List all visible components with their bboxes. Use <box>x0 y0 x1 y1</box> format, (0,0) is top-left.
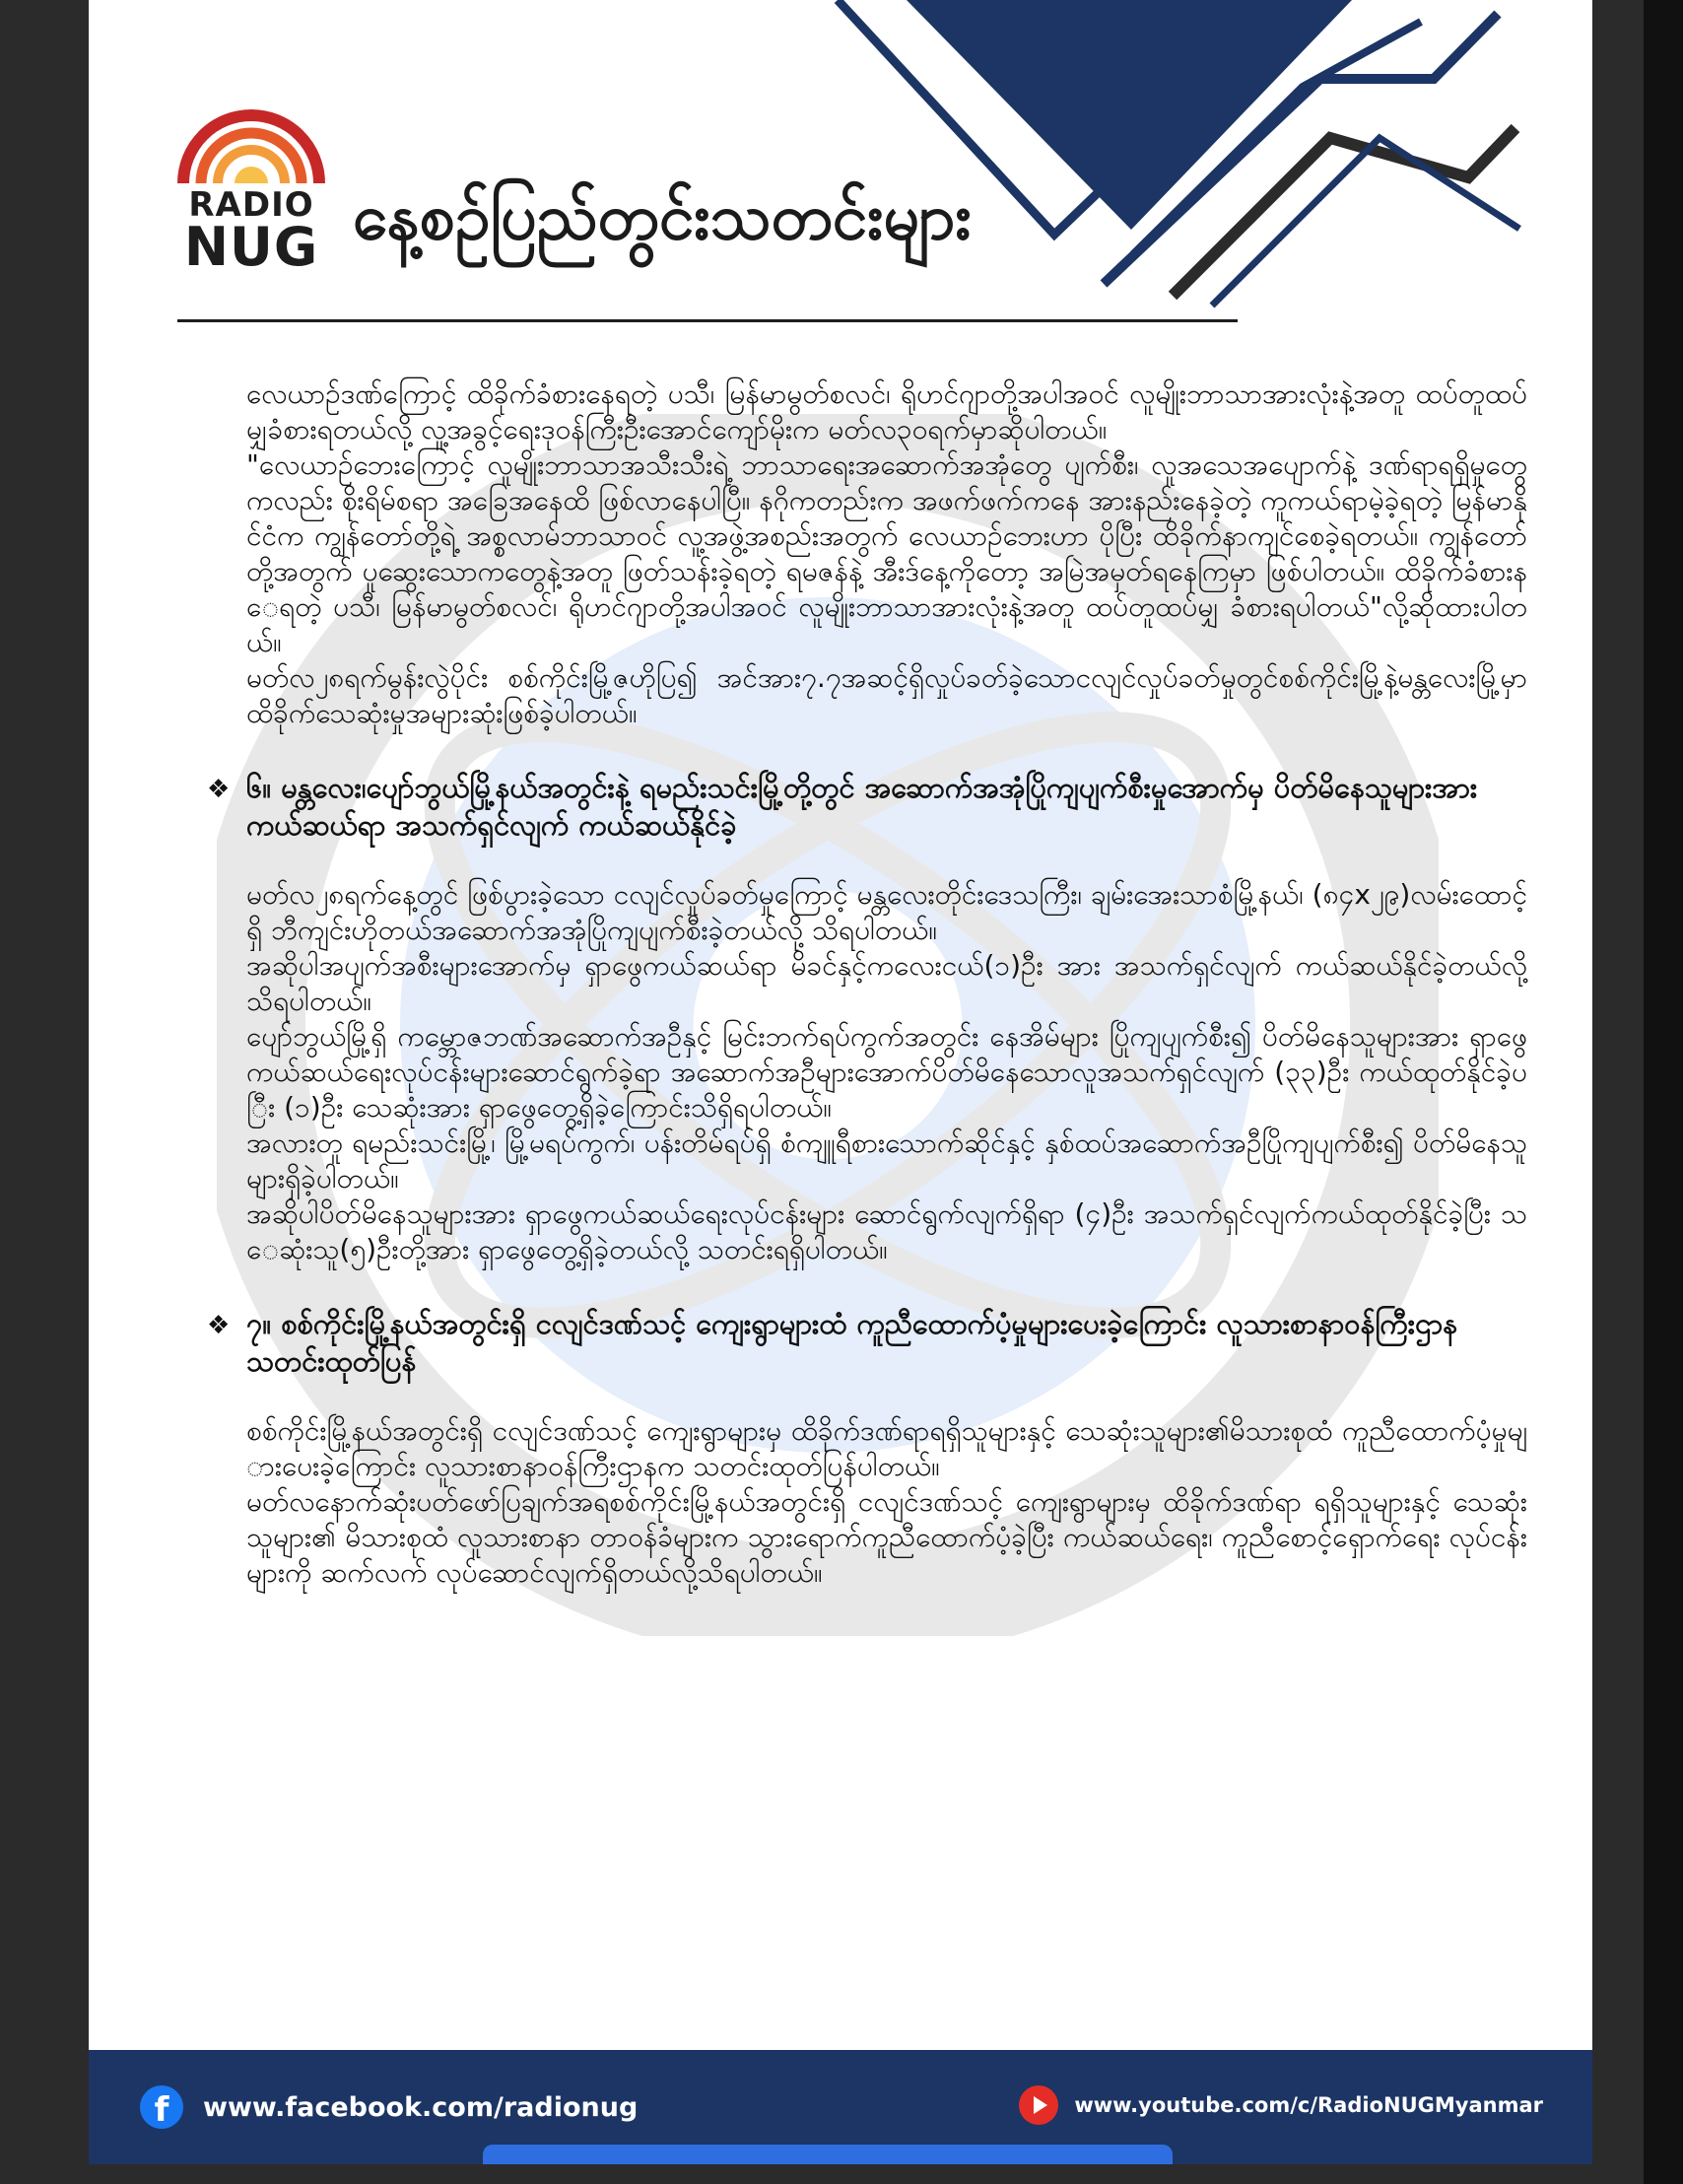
section-paragraph: စစ်ကိုင်းမြို့နယ်အတွင်းရှိ ငလျင်ဒဏ်သင့် ကျေးရွာများမှ ထိခိုက်ဒဏ်ရာရရှိသူများနှင့် သေဆုံးသူများ၏မိသားစုထံ ကူညီထောက်ပံ့မှုများပေးခဲ့ကြောင်း လူသားစာနာဝန်ကြီးဌာနက သတင်းထုတ်ပြန်ပါတယ်။ <box>246 1414 1527 1482</box>
youtube-url[interactable]: www.youtube.com/c/RadioNUGMyanmar <box>1074 2093 1543 2117</box>
footer-accent-bar <box>483 2145 1173 2164</box>
broadcast-arc-icon <box>177 106 325 185</box>
page-title: နေ့စဉ်ပြည်တွင်းသတင်းများ <box>353 181 972 254</box>
article-body <box>207 376 1527 1591</box>
section-paragraph: မတ်လနောက်ဆုံးပတ်ဖော်ပြချက်အရစစ်ကိုင်းမြို့နယ်အတွင်းရှိ ငလျင်ဒဏ်သင့် ကျေးရွာများမှ ထိခိုက်ဒဏ်ရာ ရရှိသူများနှင့် သေဆုံးသူများ၏ မိသားစုထံ လူသားစာနာ တာဝန်ခံများက သွားရောက်ကူညီထောက်ပံ့ခဲ့ပြီး ကယ်ဆယ်ရေး၊ ကူညီစောင့်ရှောက်ရေး လုပ်ငန်းများကို ဆက်လက် လုပ်ဆောင်လျက်ရှိတယ်လို့သိရပါတယ်။ <box>246 1485 1527 1589</box>
logo-nug-text: NUG <box>183 216 319 278</box>
diamond-bullet-icon: ❖ <box>207 775 231 804</box>
radio-nug-logo <box>177 106 325 279</box>
intro-paragraph: မတ်လ၂၈ရက်မွန်းလွဲပိုင်း စစ်ကိုင်းမြို့ဇဟိုပြ၍ အင်အား၇.၇အဆင့်ရှိလှုပ်ခတ်ခဲ့သောငလျင်လှုပ်ခတ်မှုတွင်စစ်ကိုင်းမြို့နဲ့မန္တလေးမြို့မှာထိခိုက်သေဆုံးမှုအများဆုံးဖြစ်ခဲ့ပါတယ်။ <box>246 661 1527 729</box>
news-page <box>89 0 1592 2164</box>
logo-radio-text: RADIO <box>188 185 314 225</box>
section-paragraph: အဆိုပါအပျက်အစီးများအောက်မှ ရှာဖွေကယ်ဆယ်ရာ မိခင်နှင့်ကလေးငယ်(၁)ဦး အား အသက်ရှင်လျက် ကယ်ဆယ်နိုင်ခဲ့တယ်လို့သိရပါတယ်။ <box>246 949 1527 1017</box>
section-paragraph: အလားတူ ရမည်းသင်းမြို့၊ မြို့မရပ်ကွက်၊ ပန်းတိမ်ရပ်ရှိ စံကျူရီစားသောက်ဆိုင်နှင့် နှစ်ထပ်အဆောက်အဦပြိုကျပျက်စီး၍ ပိတ်မိနေသူများရှိခဲ့ပါတယ်။ <box>246 1126 1527 1194</box>
section-paragraph: ပျော်ဘွယ်မြို့ရှိ ကမ္ဘောဇဘဏ်အဆောက်အဦနှင့် မြင်းဘက်ရပ်ကွက်အတွင်း နေအိမ်များ ပြိုကျပျက်စီး၍ ပိတ်မိနေသူများအား ရှာဖွေကယ်ဆယ်ရေးလုပ်ငန်းများဆောင်ရွက်ခဲ့ရာ အဆောက်အဦများအောက်ပိတ်မိနေသောလူအသက်ရှင်လျက် (၃၃)ဦး ကယ်ထုတ်နိုင်ခဲ့ပြီး (၁)ဦး သေဆုံးအား ရှာဖွေတွေ့ရှိခဲ့ကြောင်းသိရှိရပါတယ်။ <box>246 1020 1527 1124</box>
intro-paragraph: လေယာဉ်ဒဏ်ကြောင့် ထိခိုက်ခံစားနေရတဲ့ ပသီ၊ မြန်မာမွတ်စလင်၊ ရိုဟင်ဂျာတို့အပါအဝင် လူမျိုးဘာသာအားလုံးနဲ့အတူ ထပ်တူထပ်မျှခံစားရတယ်လို့ လူ့အခွင့်ရေးဒုဝန်ကြီးဦးအောင်ကျော်မိုးက မတ်လ၃၀ရက်မှာဆိုပါတယ်။ <box>246 377 1527 445</box>
youtube-link[interactable] <box>1019 2085 1543 2125</box>
youtube-icon <box>1019 2085 1058 2125</box>
section-paragraph: အဆိုပါပိတ်မိနေသူများအား ရှာဖွေကယ်ဆယ်ရေးလုပ်ငန်းများ ဆောင်ရွက်လျက်ရှိရာ (၄)ဦး အသက်ရှင်လျက်ကယ်ထုတ်နိုင်ခဲ့ပြီး သေဆုံးသူ(၅)ဦးတို့အား ရှာဖွေတွေ့ရှိခဲ့တယ်လို့ သတင်းရရှိပါတယ်။ <box>246 1197 1527 1265</box>
facebook-url[interactable]: www.facebook.com/radionug <box>203 2091 639 2123</box>
section-heading-text: ၇။ စစ်ကိုင်းမြို့နယ်အတွင်းရှိ ငလျင်ဒဏ်သင့် ကျေးရွာများထံ ကူညီထောက်ပံ့မှုများပေးခဲ့ကြောင်း လူသားစာနာဝန်ကြီးဌာနသတင်းထုတ်ပြန် <box>246 1307 1458 1378</box>
intro-paragraph: "လေယာဉ်ဘေးကြောင့် လူမျိုးဘာသာအသီးသီးရဲ့ ဘာသာရေးအဆောက်အအုံတွေ ပျက်စီး၊ လူအသေအပျောက်နဲ့ ဒဏ်ရာရရှိမှုတွေကလည်း စိုးရိမ်စရာ အခြေအနေထိ ဖြစ်လာနေပါပြီ။ နဂိုကတည်းက အဖက်ဖက်ကနေ အားနည်းနေခဲ့တဲ့ ကူကယ်ရာမဲ့ခဲ့ရတဲ့ မြန်မာနိုင်ငံက ကျွန်တော်တို့ရဲ့ အစ္စလာမ်ဘာသာဝင် လူ့အဖွဲ့အစည်းအတွက် လေယာဉ်ဘေးဟာ ပိုပြီး ထိခိုက်နာကျင်စေခဲ့ရတယ်။ ကျွန်တော်တို့အတွက် ပူဆွေးသောကတွေနဲ့အတူ ဖြတ်သန်းခဲ့ရတဲ့ ရမဇန်နဲ့ အီးဒ်နေ့ကိုတော့ အမြဲအမှတ်ရနေကြမှာ ဖြစ်ပါတယ်။ ထိခိုက်ခံစားနေရတဲ့ ပသီ၊ မြန်မာမွတ်စလင်၊ ရိုဟင်ဂျာတို့အပါအဝင် လူမျိုးဘာသာအားလုံးနဲ့အတူ ထပ်တူထပ်မျှ ခံစားရပါတယ်"လို့ဆိုထားပါတယ်။ <box>246 448 1527 658</box>
facebook-link[interactable] <box>140 2085 638 2129</box>
section-heading-text: ၆။ မန္တလေး၊ပျော်ဘွယ်မြို့နယ်အတွင်းနဲ့ ရမည်းသင်းမြို့တို့တွင် အဆောက်အအုံပြိုကျပျက်စီးမှုအောက်မှ ပိတ်မိနေသူများအားကယ်ဆယ်ရာ အသက်ရှင်လျက် ကယ်ဆယ်နိုင်ခဲ့ <box>246 771 1478 842</box>
section-heading-7 <box>207 1305 1527 1380</box>
viewer-edge <box>1644 0 1683 2184</box>
section-heading-6 <box>207 769 1527 844</box>
section-paragraph: မတ်လ၂၈ရက်နေ့တွင် ဖြစ်ပွားခဲ့သော ငလျင်လှုပ်ခတ်မှုကြောင့် မန္တလေးတိုင်းဒေသကြီး၊ ချမ်းအေးသာစံမြို့နယ်၊ (၈၄x၂၉)လမ်းထောင့်ရှိ ဘီကျင်းဟိုတယ်အဆောက်အအုံပြိုကျပျက်စီးခဲ့တယ်လို့ သိရပါတယ်။ <box>246 878 1527 946</box>
diamond-bullet-icon: ❖ <box>207 1311 231 1340</box>
title-divider <box>177 319 1238 322</box>
facebook-icon: f <box>140 2085 183 2129</box>
